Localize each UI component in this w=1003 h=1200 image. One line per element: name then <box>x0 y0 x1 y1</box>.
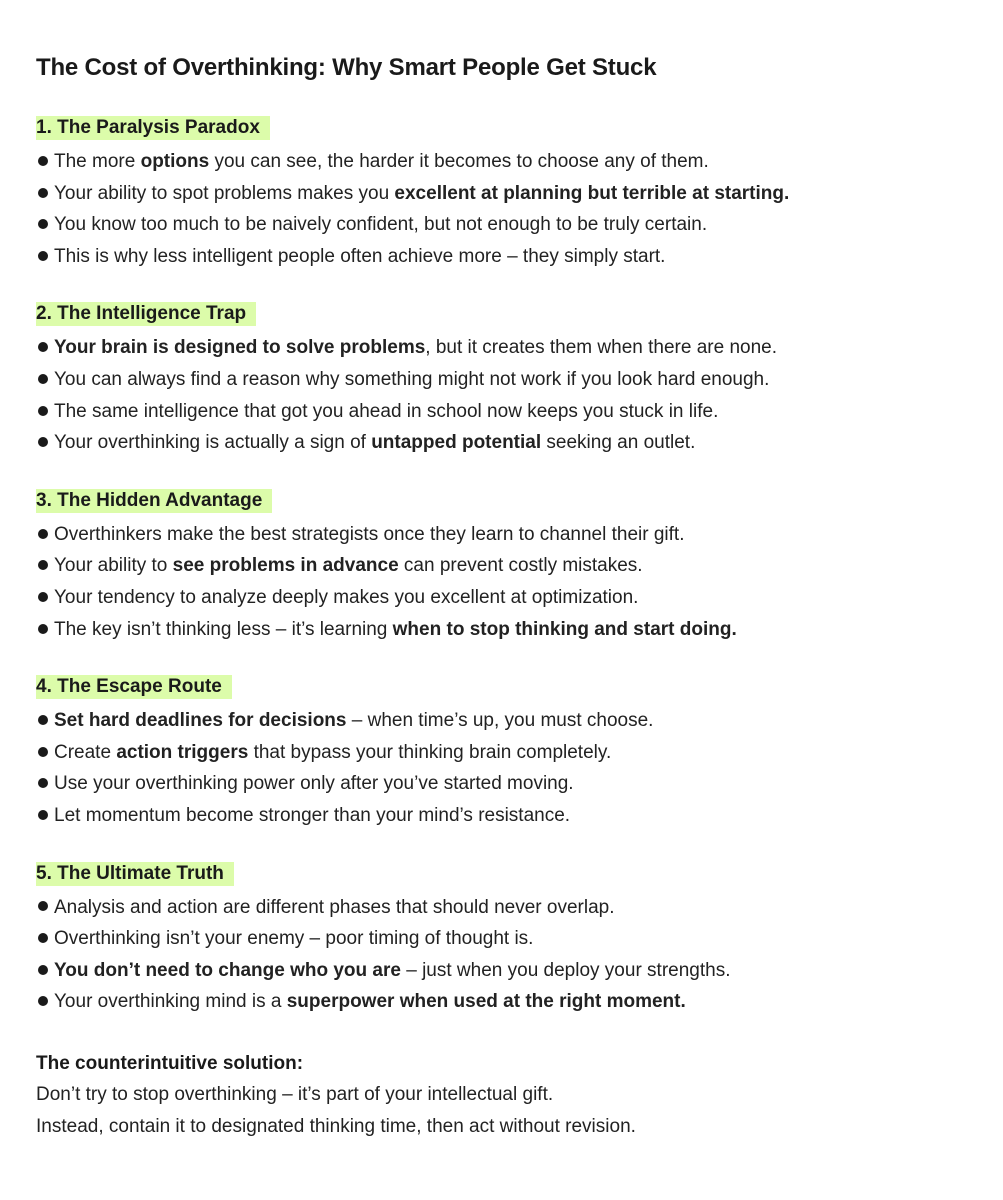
emphasis-text: untapped potential <box>371 432 542 454</box>
list-item <box>36 705 1003 737</box>
body-text: , but it creates them when there are none. <box>425 337 777 359</box>
section-heading: 2. The Intelligence Trap <box>36 302 256 326</box>
bullet-dot-icon <box>38 156 48 166</box>
body-text: The key isn’t thinking less – it’s learning <box>54 618 393 640</box>
conclusion <box>36 1048 1003 1143</box>
bullet-list <box>36 332 1003 458</box>
bullet-dot-icon <box>38 188 48 198</box>
bullet-dot-icon <box>38 778 48 788</box>
body-text: can prevent costly mistakes. <box>398 555 643 577</box>
emphasis-text: You don’t need to change who you are <box>54 959 401 981</box>
bullet-dot-icon <box>38 624 48 634</box>
bullet-dot-icon <box>38 901 48 911</box>
list-item <box>36 178 1003 210</box>
body-text: The same intelligence that got you ahead in school now keeps you stuck in life. <box>54 400 719 422</box>
bullet-dot-icon <box>38 251 48 261</box>
bullet-dot-icon <box>38 437 48 447</box>
emphasis-text: action triggers <box>116 741 249 763</box>
body-text: You can always find a reason why something might not work if you look hard enough. <box>54 368 770 390</box>
emphasis-text: superpower when used at the right moment. <box>286 991 686 1013</box>
emphasis-text: Your brain is designed to solve problems <box>54 337 426 359</box>
body-text: Let momentum become stronger than your mind’s resistance. <box>54 804 571 826</box>
list-item <box>36 209 1003 241</box>
list-item <box>36 768 1003 800</box>
list-item <box>36 892 1003 924</box>
bullet-dot-icon <box>38 560 48 570</box>
body-text: Create <box>54 741 117 763</box>
section <box>36 675 1003 831</box>
list-item <box>36 241 1003 273</box>
emphasis-text: when to stop thinking and start doing. <box>392 618 737 640</box>
body-text: Your overthinking is actually a sign of <box>54 432 372 454</box>
section-heading: 5. The Ultimate Truth <box>36 862 234 886</box>
list-item <box>36 146 1003 178</box>
body-text: Your tendency to analyze deeply makes you excellent at optimization. <box>54 586 639 608</box>
body-text: Analysis and action are different phases that should never overlap. <box>54 896 615 918</box>
body-text: Your ability to spot problems makes you <box>54 182 395 204</box>
body-text: Your ability to <box>54 555 173 577</box>
sections-container <box>36 116 1003 1018</box>
bullet-dot-icon <box>38 592 48 602</box>
list-item <box>36 332 1003 364</box>
body-text: The more <box>54 151 141 172</box>
list-item <box>36 955 1003 987</box>
body-text: Overthinkers make the best strategists once they learn to channel their gift. <box>54 523 685 545</box>
emphasis-text: see problems in advance <box>172 555 399 577</box>
conclusion-heading: The counterintuitive solution: <box>36 1052 304 1074</box>
bullet-list <box>36 519 1003 645</box>
list-item <box>36 396 1003 428</box>
bullet-list <box>36 705 1003 831</box>
section <box>36 489 1003 645</box>
page-title: The Cost of Overthinking: Why Smart People Get Stuck <box>36 54 657 81</box>
bullet-dot-icon <box>38 374 48 384</box>
list-item <box>36 800 1003 832</box>
list-item <box>36 519 1003 551</box>
section <box>36 862 1003 1018</box>
emphasis-text: Set hard deadlines for decisions <box>54 710 347 732</box>
bullet-list <box>36 892 1003 1018</box>
list-item <box>36 923 1003 955</box>
bullet-dot-icon <box>38 342 48 352</box>
bullet-dot-icon <box>38 933 48 943</box>
emphasis-text: excellent at planning but terrible at starting. <box>394 182 790 204</box>
body-text: – just when you deploy your strengths. <box>400 959 731 981</box>
conclusion-line: Don’t try to stop overthinking – it’s part of your intellectual gift. <box>36 1084 554 1106</box>
list-item <box>36 986 1003 1018</box>
bullet-dot-icon <box>38 965 48 975</box>
section-heading: 4. The Escape Route <box>36 675 232 699</box>
bullet-dot-icon <box>38 406 48 416</box>
body-text: Your overthinking mind is a <box>54 991 287 1013</box>
body-text: – when time’s up, you must choose. <box>346 710 654 732</box>
body-text: that bypass your thinking brain completely. <box>248 741 612 763</box>
list-item <box>36 364 1003 396</box>
body-text: Use your overthinking power only after you’ve started moving. <box>54 773 574 795</box>
bullet-dot-icon <box>38 810 48 820</box>
bullet-dot-icon <box>38 715 48 725</box>
list-item <box>36 550 1003 582</box>
list-item <box>36 427 1003 459</box>
bullet-dot-icon <box>38 747 48 757</box>
body-text: You know too much to be naively confident, but not enough to be truly certain. <box>54 214 708 236</box>
emphasis-text: options <box>140 151 210 172</box>
bullet-dot-icon <box>38 529 48 539</box>
section-heading: 3. The Hidden Advantage <box>36 489 272 513</box>
bullet-dot-icon <box>38 219 48 229</box>
conclusion-line: Instead, contain it to designated thinking time, then act without revision. <box>36 1116 636 1138</box>
list-item <box>36 737 1003 769</box>
section <box>36 116 1003 272</box>
body-text: Overthinking isn’t your enemy – poor timing of thought is. <box>54 928 534 950</box>
body-text: seeking an outlet. <box>541 432 696 454</box>
bullet-dot-icon <box>38 996 48 1006</box>
section-heading: 1. The Paralysis Paradox <box>36 116 270 140</box>
body-text: This is why less intelligent people often achieve more – they simply start. <box>54 245 666 267</box>
body-text: you can see, the harder it becomes to choose any of them. <box>209 151 709 172</box>
list-item <box>36 614 1003 646</box>
bullet-list <box>36 146 1003 272</box>
section <box>36 302 1003 458</box>
list-item <box>36 582 1003 614</box>
